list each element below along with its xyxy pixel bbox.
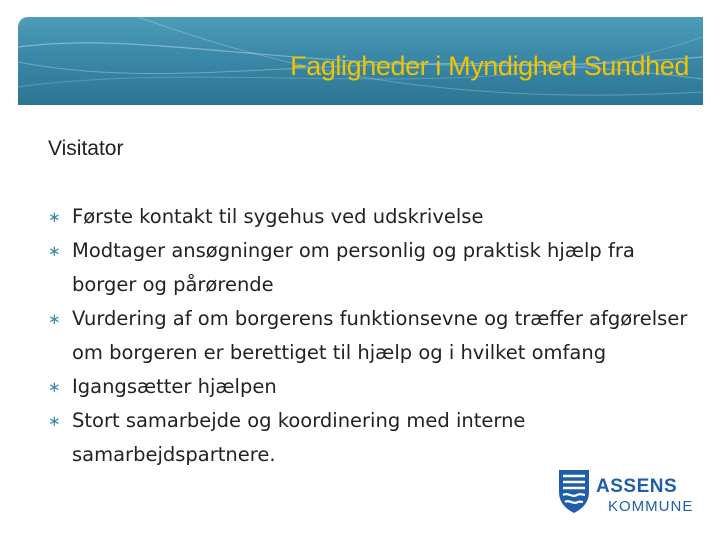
list-item (48, 234, 688, 302)
bullet-list (48, 200, 688, 472)
asterisk-bullet-icon: ∗ (48, 412, 61, 430)
list-item (48, 200, 688, 234)
asterisk-bullet-icon: ∗ (48, 242, 61, 260)
header-banner (18, 17, 703, 105)
list-item (48, 302, 688, 370)
list-item-text: Vurdering af om borgerens funktionsevne og træffer afgørelser om borgeren er berettiget til hjælp og i hvilket omfang (72, 307, 688, 364)
list-item (48, 404, 688, 472)
section-heading: Visitator (48, 137, 124, 160)
list-item-text: Første kontakt til sygehus ved udskrivelse (72, 205, 484, 228)
page-title: Fagligheder i Myndighed Sundhed (290, 51, 689, 81)
logo-name: ASSENS (596, 476, 678, 497)
assens-kommune-logo (556, 466, 706, 522)
list-item-text: Modtager ansøgninger om personlig og praktisk hjælp fra borger og pårørende (72, 239, 635, 296)
asterisk-bullet-icon: ∗ (48, 310, 61, 328)
assens-crest-icon (556, 468, 592, 514)
logo-subtitle: KOMMUNE (608, 498, 694, 515)
list-item-text: Igangsætter hjælpen (72, 375, 277, 398)
list-item-text: Stort samarbejde og koordinering med interne samarbejdspartnere. (72, 409, 526, 466)
list-item (48, 370, 688, 404)
asterisk-bullet-icon: ∗ (48, 378, 61, 396)
asterisk-bullet-icon: ∗ (48, 208, 61, 226)
